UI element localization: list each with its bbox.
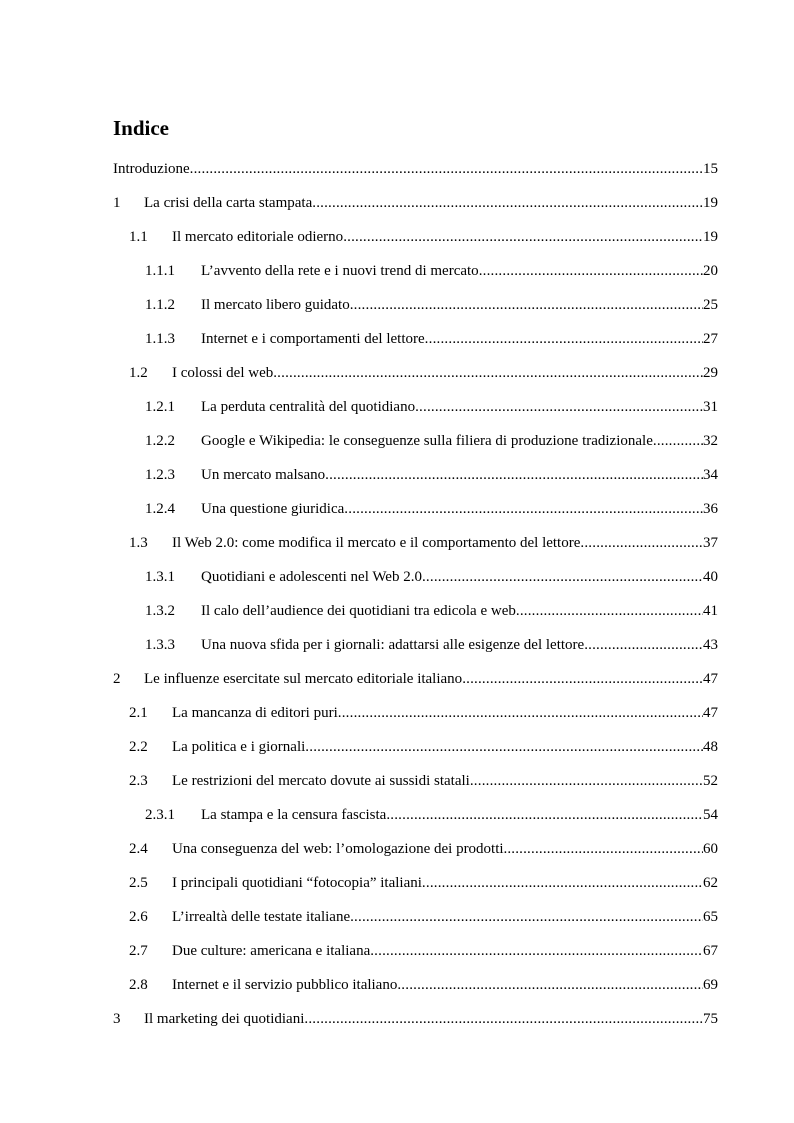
toc-entry-number: 2.3.1 [145, 807, 175, 823]
toc-dot-leader [397, 974, 703, 996]
toc-dot-leader [312, 192, 703, 214]
toc-entry-number: 1.2.1 [145, 399, 175, 415]
toc-entry-title: Il mercato editoriale odierno [172, 229, 344, 245]
toc-entry-page: 36 [703, 501, 718, 517]
toc-entry[interactable] [113, 464, 718, 498]
toc-entry-number: 1.2 [129, 365, 148, 381]
toc-entry-number: 1.3 [129, 535, 148, 551]
toc-entry[interactable] [113, 226, 718, 260]
toc-entry-title: Le restrizioni del mercato dovute ai sussidi statali [172, 773, 470, 789]
toc-entry-title: Il marketing dei quotidiani [144, 1011, 305, 1027]
toc-dot-leader [350, 906, 703, 928]
toc-entry-title: L’irrealtà delle testate italiane [172, 909, 351, 925]
toc-entry[interactable] [113, 702, 718, 736]
toc-entry-number: 2 [113, 671, 121, 687]
toc-entry-title: Una questione giuridica [201, 501, 345, 517]
toc-entry-title: Introduzione [113, 161, 190, 177]
toc-entry-title: Il calo dell’audience dei quotidiani tra edicola e web [201, 603, 516, 619]
toc-entry-title: Il Web 2.0: come modifica il mercato e il comportamento del lettore [172, 535, 581, 551]
toc-dot-leader [386, 804, 703, 826]
toc-dot-leader [425, 328, 703, 350]
toc-entry-page: 65 [703, 909, 718, 925]
toc-entry-title: Google e Wikipedia: le conseguenze sulla filiera di produzione tradizionale [201, 433, 653, 449]
toc-entry-title: Internet e il servizio pubblico italiano [172, 977, 398, 993]
toc-entry-number: 1.1.1 [145, 263, 175, 279]
toc-dot-leader [190, 158, 703, 180]
toc-entry-number: 1 [113, 195, 121, 211]
toc-entry-page: 41 [703, 603, 718, 619]
toc-dot-leader [516, 600, 703, 622]
toc-entry-page: 37 [703, 535, 718, 551]
toc-dot-leader [422, 566, 703, 588]
toc-entry-number: 2.8 [129, 977, 148, 993]
toc-entry-title: La perduta centralità del quotidiano [201, 399, 416, 415]
toc-entry-title: Quotidiani e adolescenti nel Web 2.0 [201, 569, 422, 585]
toc-entry-page: 25 [703, 297, 718, 313]
toc-entry-title: Una conseguenza del web: l’omologazione dei prodotti. [172, 841, 508, 857]
toc-entry[interactable] [113, 804, 718, 838]
toc-dot-leader [370, 940, 703, 962]
toc-dot-leader [343, 226, 703, 248]
toc-entry-title: L’avvento della rete e i nuovi trend di mercato [201, 263, 479, 279]
toc-entry-page: 60 [703, 841, 718, 857]
toc-entry[interactable] [113, 838, 718, 872]
toc-entry[interactable] [113, 634, 718, 668]
toc-entry-page: 20 [703, 263, 718, 279]
toc-dot-leader [325, 464, 703, 486]
toc-entry-number: 2.7 [129, 943, 148, 959]
toc-entry-page: 48 [703, 739, 718, 755]
toc-entry-page: 29 [703, 365, 718, 381]
toc-entry-page: 75 [703, 1011, 718, 1027]
toc-entry-title: Una nuova sfida per i giornali: adattarsi alle esigenze del lettore [201, 637, 585, 653]
toc-dot-leader [507, 838, 703, 860]
toc-entry[interactable] [113, 906, 718, 940]
toc-entry-page: 47 [703, 705, 718, 721]
toc-entry[interactable] [113, 396, 718, 430]
toc-entry-page: 47 [703, 671, 718, 687]
toc-dot-leader [479, 260, 703, 282]
toc-entry-page: 62 [703, 875, 718, 891]
toc-dot-leader [470, 770, 703, 792]
toc-entry-number: 1.2.2 [145, 433, 175, 449]
toc-entry-number: 1.3.1 [145, 569, 175, 585]
toc-entry-title: I principali quotidiani “fotocopia” italiani [172, 875, 422, 891]
table-of-contents [113, 158, 718, 1042]
toc-entry-title: Un mercato malsano [201, 467, 326, 483]
toc-entry[interactable] [113, 260, 718, 294]
page-title: Indice [113, 116, 170, 140]
toc-entry[interactable] [113, 736, 718, 770]
toc-entry-number: 1.3.2 [145, 603, 175, 619]
toc-entry[interactable] [113, 566, 718, 600]
toc-entry[interactable] [113, 362, 718, 396]
toc-entry-title: Il mercato libero guidato [201, 297, 350, 313]
toc-entry-number: 1.2.4 [145, 501, 175, 517]
toc-entry-number: 2.1 [129, 705, 148, 721]
toc-entry-page: 69 [703, 977, 718, 993]
toc-entry-number: 2.3 [129, 773, 148, 789]
toc-entry-title: Due culture: americana e italiana [172, 943, 371, 959]
toc-dot-leader [415, 396, 703, 418]
toc-dot-leader [653, 430, 703, 452]
toc-dot-leader [305, 736, 703, 758]
toc-entry-page: 34 [703, 467, 718, 483]
toc-entry-page: 19 [703, 229, 718, 245]
toc-entry-title: La stampa e la censura fascista [201, 807, 387, 823]
toc-dot-leader [304, 1008, 703, 1030]
toc-entry-number: 2.2 [129, 739, 148, 755]
toc-entry-page: 19 [703, 195, 718, 211]
toc-entry-title: La crisi della carta stampata [144, 195, 313, 211]
toc-dot-leader [350, 294, 703, 316]
toc-entry[interactable] [113, 974, 718, 1008]
toc-entry-page: 27 [703, 331, 718, 347]
toc-entry[interactable] [113, 328, 718, 362]
toc-entry-page: 31 [703, 399, 718, 415]
toc-entry-page: 40 [703, 569, 718, 585]
toc-entry-page: 32 [703, 433, 718, 449]
toc-entry-number: 1.3.3 [145, 637, 175, 653]
toc-entry-title: La politica e i giornali [172, 739, 306, 755]
toc-entry[interactable] [113, 770, 718, 804]
toc-entry[interactable] [113, 668, 718, 702]
toc-entry[interactable] [113, 192, 718, 226]
toc-dot-leader [584, 634, 703, 656]
toc-entry-number: 1.1.3 [145, 331, 175, 347]
toc-entry-page: 52 [703, 773, 718, 789]
toc-entry-number: 2.5 [129, 875, 148, 891]
toc-dot-leader [462, 668, 703, 690]
toc-dot-leader [338, 702, 703, 724]
toc-entry[interactable] [113, 940, 718, 974]
toc-entry-title: Internet e i comportamenti del lettore [201, 331, 425, 347]
toc-entry[interactable] [113, 294, 718, 328]
toc-entry-page: 43 [703, 637, 718, 653]
toc-entry-number: 1.2.3 [145, 467, 175, 483]
toc-entry-page: 67 [703, 943, 718, 959]
toc-dot-leader [422, 872, 703, 894]
toc-entry-title: Le influenze esercitate sul mercato editoriale italiano [144, 671, 463, 687]
toc-dot-leader [580, 532, 703, 554]
toc-entry[interactable] [113, 872, 718, 906]
toc-entry[interactable] [113, 498, 718, 532]
toc-entry-page: 54 [703, 807, 718, 823]
toc-entry[interactable] [113, 430, 718, 464]
toc-dot-leader [344, 498, 703, 520]
toc-entry[interactable] [113, 532, 718, 566]
toc-entry-number: 3 [113, 1011, 121, 1027]
toc-entry-number: 2.6 [129, 909, 148, 925]
toc-entry[interactable] [113, 600, 718, 634]
toc-dot-leader [273, 362, 703, 384]
toc-entry-page: 15 [703, 161, 718, 177]
toc-entry-title: La mancanza di editori puri [172, 705, 338, 721]
toc-entry[interactable] [113, 1008, 718, 1042]
toc-entry-title: I colossi del web [172, 365, 274, 381]
toc-entry-number: 1.1 [129, 229, 148, 245]
toc-entry[interactable] [113, 158, 718, 192]
toc-entry-number: 2.4 [129, 841, 148, 857]
toc-entry-number: 1.1.2 [145, 297, 175, 313]
